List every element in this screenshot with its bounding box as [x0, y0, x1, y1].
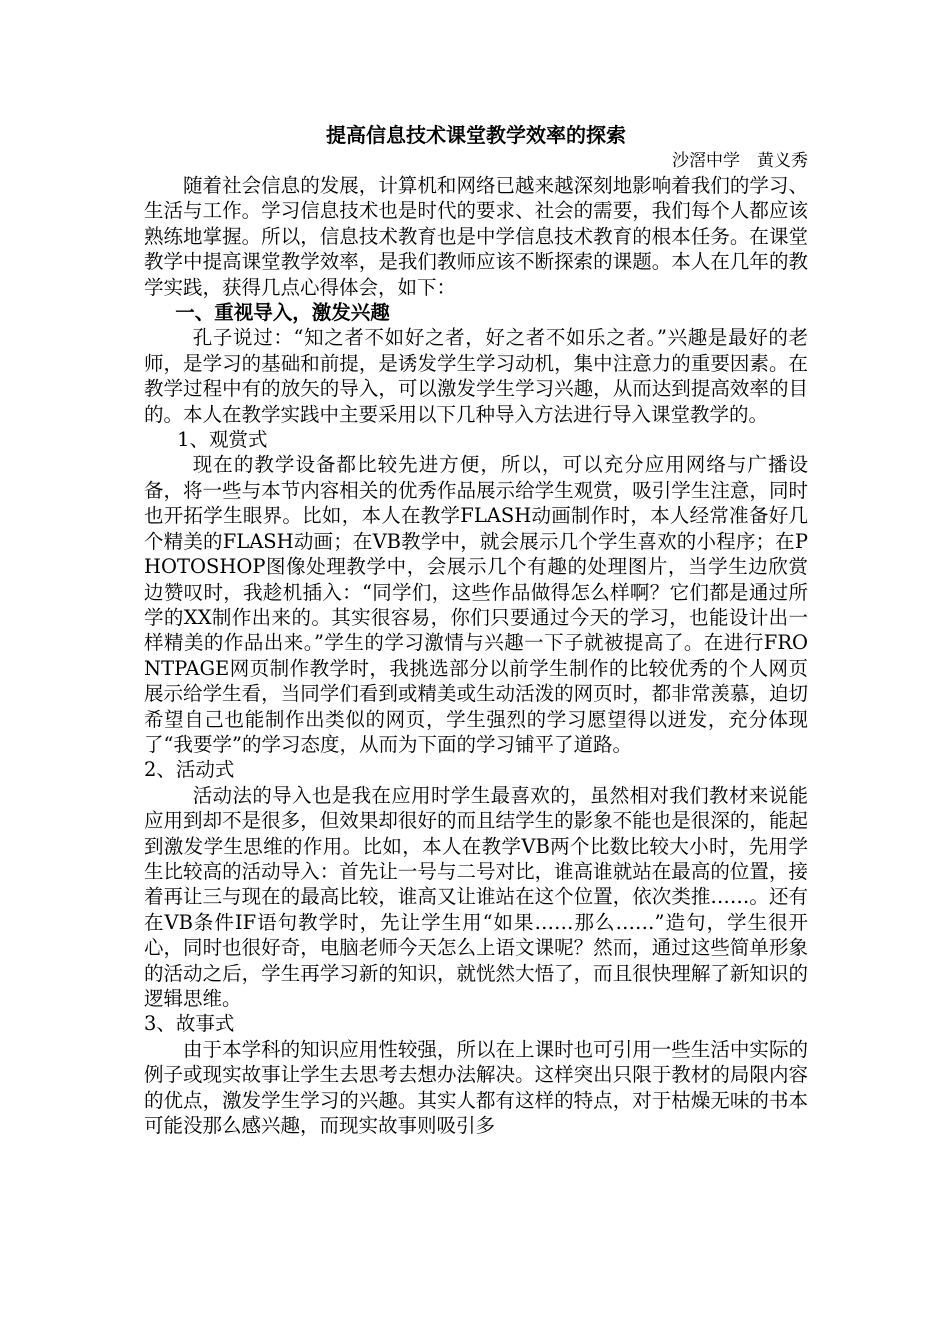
subsection-heading-viewing: 1、观赏式	[177, 428, 268, 452]
subsection-paragraph-story: 由于本学科的知识应用性较强，所以在上课时也可引用一些生活中实际的例子或现实故事让学生去思考去想办法解决。这样突出只限于教材的局限内容的优点，激发学生学习的兴趣。其实人都有这样的特点，对于枯燥无味的书本可能没那么感兴趣，而现实故事则吸引多	[144, 1037, 808, 1138]
section-paragraph: 孔子说过：“知之者不如好之者，好之者不如乐之者。”兴趣是最好的老师，是学习的基础和前提，是诱发学生学习动机，集中注意力的重要因素。在教学过程中有的放矢的导入，可以激发学生学习兴趣，从而达到提高效率的目的。本人在教学实践中主要采用以下几种导入方法进行导入课堂教学的。	[144, 326, 808, 426]
subsection-paragraph-viewing: 现在的教学设备都比较先进方便，所以，可以充分应用网络与广播设备，将一些与本节内容相关的优秀作品展示给学生观赏，吸引学生注意，同时也开拓学生眼界。比如，本人在教学FLASH动画制作时，本人经常准备好几个精美的FLASH动画；在VB教学中，就会展示几个学生喜欢的小程序；在PHOTOSHOP图像处理教学中，会展示几个有趣的处理图片，当学生边欣赏边赞叹时，我趁机插入：“同学们，这些作品做得怎么样啊？它们都是通过所学的XX制作出来的。其实很容易，你们只要通过今天的学习，也能设计出一样精美的作品出来。”学生的学习激情与兴趣一下子就被提高了。在进行FRONTPAGE网页制作教学时，我挑选部分以前学生制作的比较优秀的个人网页展示给学生看，当同学们看到或精美或生动活泼的网页时，都非常羡慕，迫切希望自己也能制作出类似的网页，学生强烈的学习愿望得以迸发，充分体现了“我要学”的学习态度，从而为下面的学习铺平了道路。	[144, 453, 808, 756]
subsection-heading-activity: 2、活动式	[144, 758, 235, 782]
subsection-heading-story: 3、故事式	[144, 1012, 235, 1036]
section-heading: 一、重视导入，激发兴趣	[175, 301, 390, 325]
intro-paragraph: 随着社会信息的发展，计算机和网络已越来越深刻地影响着我们的学习、生活与工作。学习信息技术也是时代的要求、社会的需要，我们每个人都应该熟练地掌握。所以，信息技术教育也是中学信息技术教育的根本任务。在课堂教学中提高课堂教学效率，是我们教师应该不断探索的课题。本人在几年的教学实践，获得几点心得体会，如下：	[144, 174, 808, 299]
subsection-paragraph-activity: 活动法的导入也是我在应用时学生最喜欢的，虽然相对我们教材来说能应用到却不是很多，但效果却很好的而且结学生的影象不能也是很深的，能起到激发学生思维的作用。比如，本人在教学VB两个比数比较大小时，先用学生比较高的活动导入：首先让一号与二号对比，谁高谁就站在最高的位置，接着再让三与现在的最高比较，谁高又让谁站在这个位置，依次类推……。还有在VB条件IF语句教学时，先让学生用“如果……那么……”造句，学生很开心，同时也很好奇，电脑老师今天怎么上语文课呢？然而，通过这些简单形象的活动之后，学生再学习新的知识，就恍然大悟了，而且很快理解了新知识的逻辑思维。	[144, 783, 808, 1010]
document-title: 提高信息技术课堂教学效率的探索	[326, 123, 626, 147]
document-page	[144, 121, 808, 1138]
author-line: 沙滘中学 黄义秀	[672, 151, 808, 171]
